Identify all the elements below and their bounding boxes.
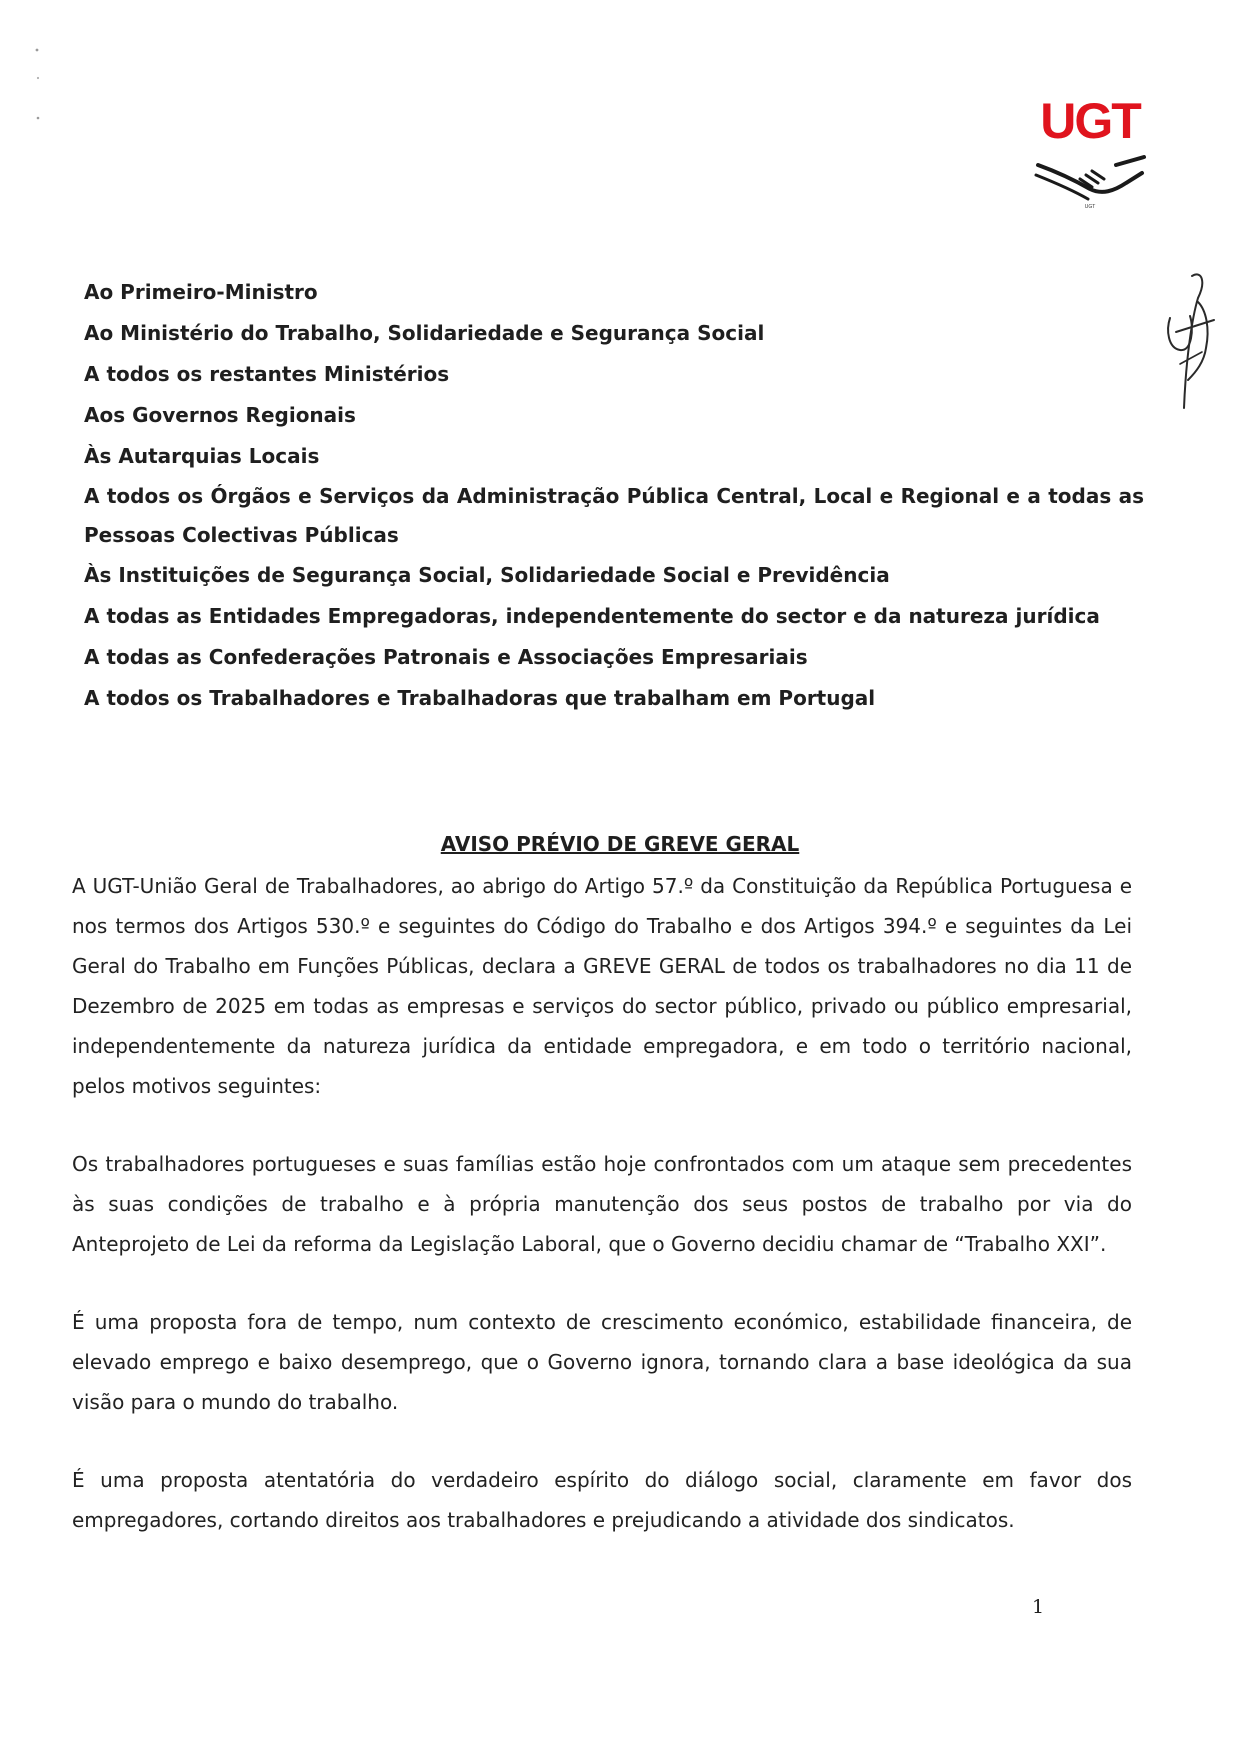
- body-paragraph: É uma proposta atentatória do verdadeiro espírito do diálogo social, claramente em favor dos empregadores, cortando direitos aos trabalhadores e prejudicando a atividade dos sindicatos.: [72, 1468, 1132, 1532]
- document-title: AVISO PRÉVIO DE GREVE GERAL: [440, 832, 800, 856]
- recipient-list: [84, 272, 1144, 719]
- recipient-item: Ao Primeiro-Ministro: [84, 280, 318, 304]
- recipient-item: Às Autarquias Locais: [84, 444, 320, 468]
- recipient-item: Aos Governos Regionais: [84, 403, 356, 427]
- recipient-item: A todos os Trabalhadores e Trabalhadoras que trabalham em Portugal: [84, 686, 876, 710]
- recipient-item: A todos os Órgãos e Serviços da Administração Pública Central, Local e Regional e a todas as Pessoas Colectivas Públicas: [84, 484, 1144, 547]
- logo-caption: UGT: [1084, 204, 1096, 210]
- ugt-logo: [1030, 95, 1150, 210]
- logo-text: UGT: [1040, 93, 1140, 149]
- recipient-item: A todos os restantes Ministérios: [84, 362, 450, 386]
- recipient-item: A todas as Entidades Empregadoras, independentemente do sector e da natureza jurídica: [84, 604, 1100, 628]
- recipient-item: Ao Ministério do Trabalho, Solidariedade e Segurança Social: [84, 321, 765, 345]
- scan-specks: [30, 40, 50, 130]
- body-paragraph: É uma proposta fora de tempo, num contexto de crescimento económico, estabilidade financeira, de elevado emprego e baixo desemprego, que o Governo ignora, tornando clara a base ideológica da sua visão para o mundo do trabalho.: [72, 1310, 1132, 1414]
- recipient-item: Às Instituições de Segurança Social, Solidariedade Social e Previdência: [84, 563, 890, 587]
- body-text: [72, 866, 1132, 1578]
- recipient-item: A todas as Confederações Patronais e Associações Empresariais: [84, 645, 808, 669]
- body-paragraph: Os trabalhadores portugueses e suas famílias estão hoje confrontados com um ataque sem precedentes às suas condições de trabalho e à própria manutenção dos seus postos de trabalho por via do Anteprojeto de Lei da reforma da Legislação Laboral, que o Governo decidiu chamar de “Trabalho XXI”.: [72, 1152, 1132, 1256]
- page-number: 1: [1032, 1596, 1045, 1618]
- body-paragraph: A UGT-União Geral de Trabalhadores, ao abrigo do Artigo 57.º da Constituição da República Portuguesa e nos termos dos Artigos 530.º e seguintes do Código do Trabalho e dos Artigos 394.º e seguintes da Lei Geral do Trabalho em Funções Públicas, declara a GREVE GERAL de todos os trabalhadores no dia 11 de Dezembro de 2025 em todas as empresas e serviços do sector público, privado ou público empresarial, independentemente da natureza jurídica da entidade empregadora, e em todo o território nacional, pelos motivos seguintes:: [72, 874, 1132, 1098]
- signature-initials: [1162, 268, 1222, 418]
